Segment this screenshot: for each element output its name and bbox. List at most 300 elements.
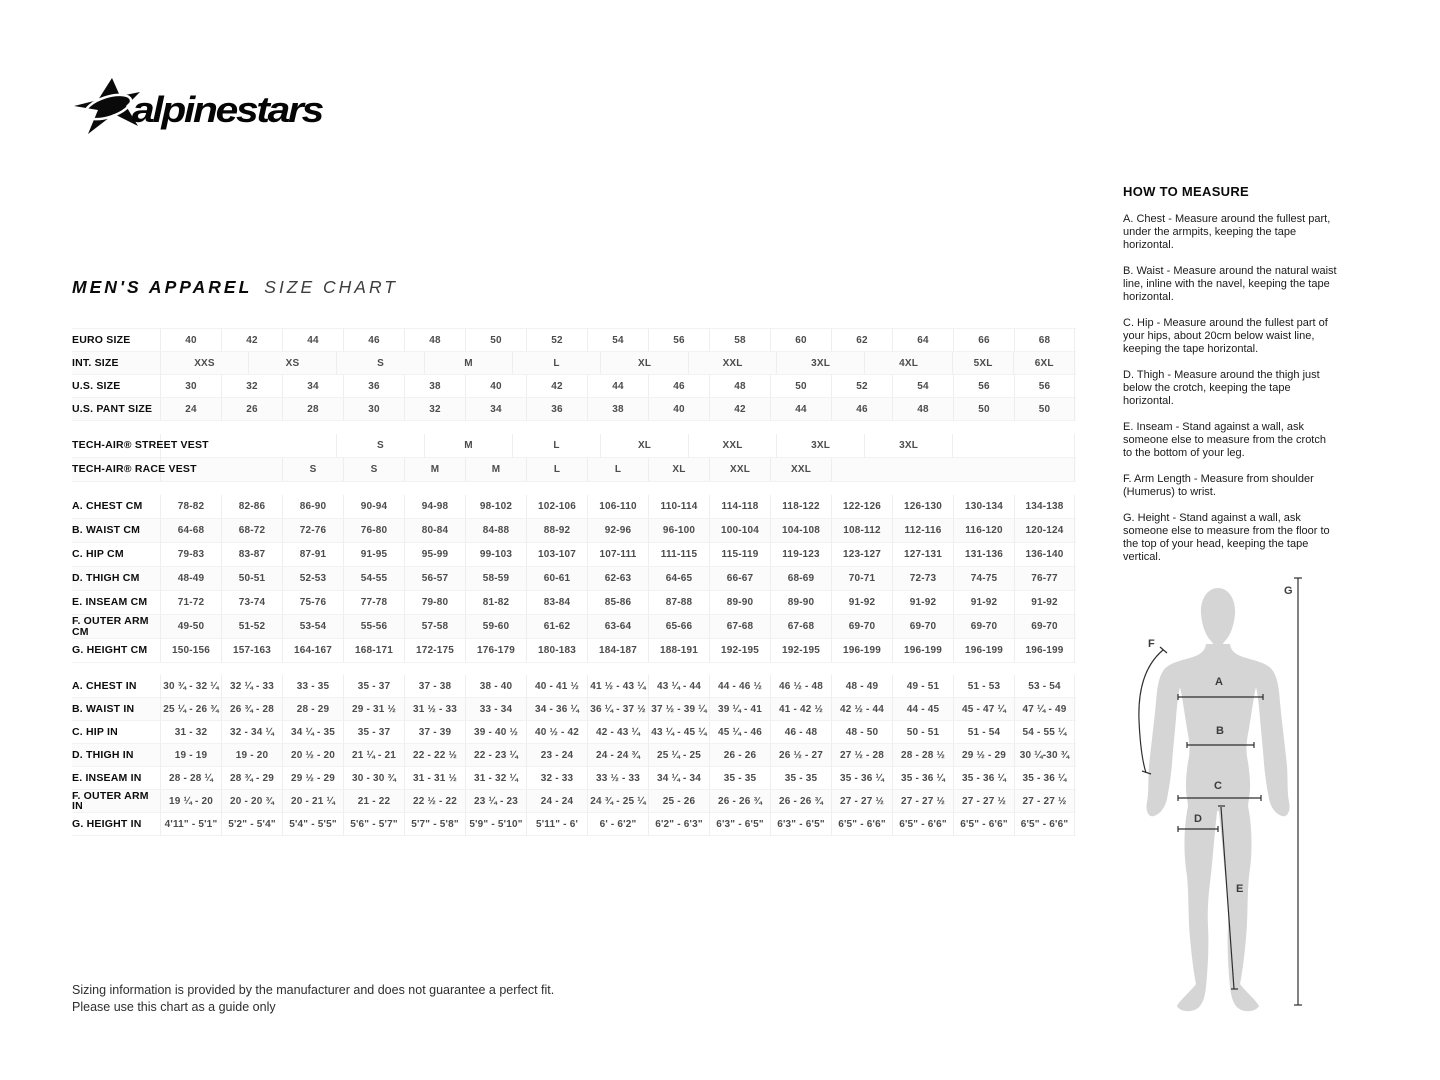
size-cell: 30 ¼-30 ¾ (1014, 744, 1075, 766)
size-cell: 5'4" - 5'5" (282, 813, 343, 835)
size-cell: 35 - 36 ¼ (831, 767, 892, 789)
size-cell: 56 (648, 329, 709, 351)
size-cell: 168-171 (343, 639, 404, 662)
size-cell: 123-127 (831, 543, 892, 566)
size-cell: 100-104 (709, 519, 770, 542)
size-cell: 69-70 (953, 615, 1014, 638)
size-cell: 91-95 (343, 543, 404, 566)
size-cell: 52 (526, 329, 587, 351)
size-cell: 67-68 (709, 615, 770, 638)
table-row-us-size (72, 375, 1076, 398)
size-cell: M (424, 352, 512, 374)
size-cell: 39 - 40 ½ (465, 721, 526, 743)
size-cell: 72-73 (892, 567, 953, 590)
size-cell: 42 (221, 329, 282, 351)
size-cell: L (512, 352, 600, 374)
size-cell: 36 (343, 375, 404, 397)
size-cell: 83-87 (221, 543, 282, 566)
size-cell: 150-156 (160, 639, 221, 662)
size-cell: 40 ½ - 42 (526, 721, 587, 743)
row-label-inseam-cm: E. INSEAM CM (72, 596, 148, 609)
page-title (72, 277, 398, 298)
size-cell: 32 - 33 (526, 767, 587, 789)
row-label-waist-in: B. WAIST IN (72, 702, 135, 715)
size-cell: 31 ½ - 33 (404, 698, 465, 720)
size-cell: 28 ¾ - 29 (221, 767, 282, 789)
size-cell: 20 - 20 ¾ (221, 790, 282, 812)
table-row-waist-cm (72, 519, 1076, 543)
row-label-us-size: U.S. SIZE (72, 379, 121, 392)
how-to-measure-panel (1123, 184, 1337, 577)
size-cell: 5XL (952, 352, 1013, 374)
size-cell: 75-76 (282, 591, 343, 614)
disclaimer-line-1: Sizing information is provided by the manufacturer and does not guarantee a perfect fit. (72, 983, 555, 997)
size-cell: 34 (282, 375, 343, 397)
size-cell: 21 ¼ - 21 (343, 744, 404, 766)
size-cell: 184-187 (587, 639, 648, 662)
size-cell: 19 ¼ - 20 (160, 790, 221, 812)
size-cell: 30 - 30 ¾ (343, 767, 404, 789)
size-cell: 31 - 32 ¼ (465, 767, 526, 789)
size-cell: 85-86 (587, 591, 648, 614)
size-cell: 37 - 39 (404, 721, 465, 743)
measure-guide-item: D. Thigh - Measure around the thigh just below the crotch, keeping the tape horizontal. (1123, 369, 1320, 407)
size-cell: 92-96 (587, 519, 648, 542)
size-cell: 29 ½ - 29 (953, 744, 1014, 766)
size-cell: 44 (282, 329, 343, 351)
size-cell: 192-195 (709, 639, 770, 662)
size-cell: 35 - 36 ¼ (1014, 767, 1075, 789)
measure-guide-item: B. Waist - Measure around the natural waist line, inline with the navel, keeping the tape horizontal. (1123, 265, 1337, 303)
disclaimer (72, 982, 554, 1016)
size-cell: 40 (465, 375, 526, 397)
size-cell: 134-138 (1014, 495, 1075, 518)
size-cell: 136-140 (1014, 543, 1075, 566)
size-cell: 31 - 32 (160, 721, 221, 743)
size-cell: 89-90 (709, 591, 770, 614)
table-spacer (72, 482, 1076, 495)
figure-body (1146, 644, 1220, 1011)
size-cell: 103-107 (526, 543, 587, 566)
size-cell: 24 ¾ - 25 ¼ (587, 790, 648, 812)
size-cell: 52 (831, 375, 892, 397)
size-cell: 46 (831, 398, 892, 420)
size-cell: S (282, 458, 343, 481)
size-cell: 53 - 54 (1014, 675, 1075, 697)
size-cell: 67-68 (770, 615, 831, 638)
table-row-thigh-cm (72, 567, 1076, 591)
size-cell: 69-70 (1014, 615, 1075, 638)
size-cell: 39 ¼ - 41 (709, 698, 770, 720)
size-cell: XXS (160, 352, 248, 374)
size-cell: 63-64 (587, 615, 648, 638)
size-cell: 47 ¼ - 49 (1014, 698, 1075, 720)
size-cell: 176-179 (465, 639, 526, 662)
size-cell: 88-92 (526, 519, 587, 542)
size-cell: 43 ¼ - 44 (648, 675, 709, 697)
size-cell: 5'11" - 6' (526, 813, 587, 835)
size-cell: 46 - 48 (770, 721, 831, 743)
size-cell: 31 - 31 ½ (404, 767, 465, 789)
size-cell: 33 ½ - 33 (587, 767, 648, 789)
size-cell: 111-115 (648, 543, 709, 566)
size-cell: 35 - 36 ¼ (953, 767, 1014, 789)
table-spacer (72, 421, 1076, 434)
measure-guide-item: F. Arm Length - Measure from shoulder (Humerus) to wrist. (1123, 473, 1314, 498)
size-cell: 108-112 (831, 519, 892, 542)
size-cell: 28 - 28 ¼ (160, 767, 221, 789)
figure-label-hip: C (1214, 780, 1222, 792)
size-cell: 40 (160, 329, 221, 351)
size-cell: 56 (953, 375, 1014, 397)
size-cell: 127-131 (892, 543, 953, 566)
size-cell: 46 (343, 329, 404, 351)
size-cell: 120-124 (1014, 519, 1075, 542)
size-cell: 3XL (864, 434, 952, 457)
size-cell: 26 - 26 ¾ (709, 790, 770, 812)
size-cell: 34 ¼ - 34 (648, 767, 709, 789)
size-cell: 48 (892, 398, 953, 420)
size-cell: 23 ¼ - 23 (465, 790, 526, 812)
size-cell: 69-70 (831, 615, 892, 638)
astar-icon (74, 78, 140, 134)
size-cell: 26 - 26 (709, 744, 770, 766)
size-cell: 89-90 (770, 591, 831, 614)
size-cell: 48-49 (160, 567, 221, 590)
measure-guide-item: G. Height - Stand against a wall, ask someone else to measure from the floor to the top of your head, keeping the tape vertical. (1123, 512, 1330, 563)
figure-head (1201, 588, 1235, 647)
size-cell: S (343, 458, 404, 481)
size-cell: 33 - 35 (282, 675, 343, 697)
size-cell: 6'5" - 6'6" (892, 813, 953, 835)
size-cell: 102-106 (526, 495, 587, 518)
size-cell: M (424, 434, 512, 457)
table-spacer (72, 663, 1076, 675)
size-cell: 196-199 (892, 639, 953, 662)
size-cell: 60 (770, 329, 831, 351)
size-cell: 50 (953, 398, 1014, 420)
size-cell: 64-65 (648, 567, 709, 590)
size-cell: 94-98 (404, 495, 465, 518)
size-cell: 79-83 (160, 543, 221, 566)
size-cell: 60-61 (526, 567, 587, 590)
size-cell: XXL (770, 458, 831, 481)
how-to-measure-heading: HOW TO MEASURE (1123, 184, 1250, 199)
size-cell: 37 ½ - 39 ¼ (648, 698, 709, 720)
size-cell: 42 - 43 ¼ (587, 721, 648, 743)
size-cell: 54 (892, 375, 953, 397)
row-label-inseam-in: E. INSEAM IN (72, 771, 142, 784)
size-cell: 6'3" - 6'5" (770, 813, 831, 835)
size-cell: 46 ½ - 48 (770, 675, 831, 697)
row-label-chest-cm: A. CHEST CM (72, 500, 143, 513)
size-cell: 87-91 (282, 543, 343, 566)
size-cell: 95-99 (404, 543, 465, 566)
table-row-euro-size (72, 329, 1076, 352)
size-cell: XXL (688, 352, 776, 374)
row-label-height-cm: G. HEIGHT CM (72, 644, 148, 657)
size-cell: 35 - 36 ¼ (892, 767, 953, 789)
table-row-height-cm (72, 639, 1076, 663)
row-label-outer-arm-cm: F. OUTER ARM CM (72, 615, 149, 638)
size-cell: 51 - 53 (953, 675, 1014, 697)
size-cell: 27 - 27 ½ (892, 790, 953, 812)
table-row-tech-air-race-vest (72, 458, 1076, 482)
size-cell: 76-77 (1014, 567, 1075, 590)
size-cell: 44 - 46 ½ (709, 675, 770, 697)
size-cell: 55-56 (343, 615, 404, 638)
size-cell: 79-80 (404, 591, 465, 614)
table-row-inseam-in (72, 767, 1076, 790)
size-cell: M (404, 458, 465, 481)
size-cell: 50-51 (221, 567, 282, 590)
size-cell: 68-72 (221, 519, 282, 542)
size-cell: 24 - 24 ¾ (587, 744, 648, 766)
size-cell: 99-103 (465, 543, 526, 566)
size-cell: S (336, 352, 424, 374)
size-cell: 91-92 (953, 591, 1014, 614)
size-cell: 5'9" - 5'10" (465, 813, 526, 835)
measure-guide-items (1123, 213, 1337, 564)
size-cell: XL (600, 434, 688, 457)
size-cell: 48 - 50 (831, 721, 892, 743)
size-cell: 40 (648, 398, 709, 420)
size-cell: 107-111 (587, 543, 648, 566)
size-cell: 61-62 (526, 615, 587, 638)
table-row-height-in (72, 813, 1076, 836)
height-measure-line (1294, 578, 1302, 1005)
size-cell: 50 (465, 329, 526, 351)
size-cell: 66-67 (709, 567, 770, 590)
size-cell: 53-54 (282, 615, 343, 638)
row-label-tech-air-race-vest: TECH-AIR® RACE VEST (72, 463, 197, 476)
size-cell: 188-191 (648, 639, 709, 662)
size-cell: 84-88 (465, 519, 526, 542)
row-label-us-pant-size: U.S. PANT SIZE (72, 402, 153, 415)
size-cell: 26 ½ - 27 (770, 744, 831, 766)
size-cell: 66 (953, 329, 1014, 351)
alpinestars-logo (74, 76, 326, 140)
size-cell: 51 - 54 (953, 721, 1014, 743)
size-cell: 4'11" - 5'1" (160, 813, 221, 835)
size-cell: 27 - 27 ½ (953, 790, 1014, 812)
size-cell: 70-71 (831, 567, 892, 590)
row-label-tech-air-street-vest: TECH-AIR® STREET VEST (72, 439, 209, 452)
size-cell: 6XL (1013, 352, 1075, 374)
size-cell: 5'2" - 5'4" (221, 813, 282, 835)
size-cell: 196-199 (1014, 639, 1075, 662)
size-cell: 54 - 55 ¼ (1014, 721, 1075, 743)
size-cell: 56-57 (404, 567, 465, 590)
size-cell: 50 (770, 375, 831, 397)
size-cell: 42 ½ - 44 (831, 698, 892, 720)
size-cell: 40 - 41 ½ (526, 675, 587, 697)
measure-guide-item: C. Hip - Measure around the fullest part of your hips, about 20cm below waist line, keeping the tape horizontal. (1123, 317, 1328, 355)
size-cell: 6'5" - 6'6" (953, 813, 1014, 835)
size-cell: 46 (648, 375, 709, 397)
size-cell: 192-195 (770, 639, 831, 662)
size-cell: 52-53 (282, 567, 343, 590)
size-cell: 20 ½ - 20 (282, 744, 343, 766)
size-cell: 35 - 37 (343, 721, 404, 743)
size-cell: 37 - 38 (404, 675, 465, 697)
size-cell: 172-175 (404, 639, 465, 662)
size-cell: 91-92 (831, 591, 892, 614)
size-cell: 20 - 21 ¼ (282, 790, 343, 812)
table-row-tech-air-street-vest (72, 434, 1076, 458)
row-label-waist-cm: B. WAIST CM (72, 524, 141, 537)
size-cell: 25 - 26 (648, 790, 709, 812)
size-cell: 86-90 (282, 495, 343, 518)
size-cell: 58 (709, 329, 770, 351)
table-row-chest-in (72, 675, 1076, 698)
size-cell: 42 (526, 375, 587, 397)
size-cell: 112-116 (892, 519, 953, 542)
size-cell: 26 (221, 398, 282, 420)
size-cell: 35 - 37 (343, 675, 404, 697)
size-cell: 56 (1014, 375, 1075, 397)
size-cell: 38 - 40 (465, 675, 526, 697)
size-cell: XXL (709, 458, 770, 481)
size-cell: 45 - 47 ¼ (953, 698, 1014, 720)
size-cell: 25 ¼ - 25 (648, 744, 709, 766)
size-cell: 196-199 (953, 639, 1014, 662)
size-cell: 44 (587, 375, 648, 397)
size-cell: 29 ½ - 29 (282, 767, 343, 789)
size-cell: 54-55 (343, 567, 404, 590)
size-cell: S (336, 434, 424, 457)
size-cell: 6'5" - 6'6" (1014, 813, 1075, 835)
size-cell: 38 (587, 398, 648, 420)
row-label-hip-cm: C. HIP CM (72, 548, 124, 561)
size-cell: 5'6" - 5'7" (343, 813, 404, 835)
disclaimer-line-2: Please use this chart as a guide only (72, 1000, 276, 1014)
size-cell: M (465, 458, 526, 481)
size-cell: 68-69 (770, 567, 831, 590)
size-cell: 34 (465, 398, 526, 420)
size-cell: 32 (221, 375, 282, 397)
size-cell: XS (248, 352, 336, 374)
row-label-hip-in: C. HIP IN (72, 725, 118, 738)
size-cell: 44 (770, 398, 831, 420)
size-cell: 77-78 (343, 591, 404, 614)
size-cell: 28 - 28 ½ (892, 744, 953, 766)
size-cell: 180-183 (526, 639, 587, 662)
size-cell: 3XL (776, 434, 864, 457)
size-cell: 59-60 (465, 615, 526, 638)
size-cell: 73-74 (221, 591, 282, 614)
size-cell: 130-134 (953, 495, 1014, 518)
size-cell: 110-114 (648, 495, 709, 518)
size-cell: 23 - 24 (526, 744, 587, 766)
size-cell: 30 (343, 398, 404, 420)
size-chart-table (72, 328, 1076, 836)
body-measurement-figure (1130, 568, 1440, 1028)
size-cell: 91-92 (892, 591, 953, 614)
size-cell: 48 (709, 375, 770, 397)
size-cell: 3XL (776, 352, 864, 374)
size-cell: 91-92 (1014, 591, 1075, 614)
size-cell: 71-72 (160, 591, 221, 614)
size-cell: 90-94 (343, 495, 404, 518)
table-row-hip-cm (72, 543, 1076, 567)
size-cell: 27 - 27 ½ (831, 790, 892, 812)
size-cell: 26 ¾ - 28 (221, 698, 282, 720)
size-cell: 82-86 (221, 495, 282, 518)
size-cell: L (526, 458, 587, 481)
size-cell: 54 (587, 329, 648, 351)
size-cell: 57-58 (404, 615, 465, 638)
table-row-chest-cm (72, 495, 1076, 519)
size-cell: L (512, 434, 600, 457)
size-cell: 42 (709, 398, 770, 420)
size-cell: 114-118 (709, 495, 770, 518)
figure-label-waist: B (1216, 725, 1224, 737)
size-cell: 22 ½ - 22 (404, 790, 465, 812)
size-cell: 50 - 51 (892, 721, 953, 743)
size-cell: 196-199 (831, 639, 892, 662)
size-cell: 32 (404, 398, 465, 420)
row-label-thigh-cm: D. THIGH CM (72, 572, 140, 585)
size-cell: 65-66 (648, 615, 709, 638)
size-cell: 6'5" - 6'6" (831, 813, 892, 835)
size-cell: 69-70 (892, 615, 953, 638)
row-label-thigh-in: D. THIGH IN (72, 748, 134, 761)
size-cell: 64 (892, 329, 953, 351)
size-cell: 24 - 24 (526, 790, 587, 812)
size-cell: 33 - 34 (465, 698, 526, 720)
size-cell: 48 - 49 (831, 675, 892, 697)
size-cell: 36 ¼ - 37 ½ (587, 698, 648, 720)
size-cell: 22 - 22 ½ (404, 744, 465, 766)
size-cell: 25 ¼ - 26 ¾ (160, 698, 221, 720)
size-cell: 22 - 23 ¼ (465, 744, 526, 766)
size-cell: 98-102 (465, 495, 526, 518)
table-row-waist-in (72, 698, 1076, 721)
size-cell: 58-59 (465, 567, 526, 590)
size-cell: 76-80 (343, 519, 404, 542)
row-label-euro-size: EURO SIZE (72, 333, 131, 346)
figure-label-inseam: E (1236, 883, 1244, 895)
title-sub: SIZE CHART (264, 277, 398, 297)
size-cell: 62-63 (587, 567, 648, 590)
size-cell: XXL (688, 434, 776, 457)
figure-label-chest: A (1215, 676, 1223, 688)
size-cell: XL (600, 352, 688, 374)
size-cell: 116-120 (953, 519, 1014, 542)
size-cell: 74-75 (953, 567, 1014, 590)
size-cell: 4XL (864, 352, 952, 374)
size-cell: 118-122 (770, 495, 831, 518)
size-cell: 62 (831, 329, 892, 351)
size-cell: XL (648, 458, 709, 481)
table-row-outer-arm-cm (72, 615, 1076, 639)
size-cell: 6' - 6'2" (587, 813, 648, 835)
size-cell: 27 - 27 ½ (1014, 790, 1075, 812)
size-cell: 83-84 (526, 591, 587, 614)
size-cell: 19 - 19 (160, 744, 221, 766)
size-cell: 80-84 (404, 519, 465, 542)
size-cell: 38 (404, 375, 465, 397)
size-cell: 24 (160, 398, 221, 420)
size-cell: 96-100 (648, 519, 709, 542)
size-cell (952, 434, 1075, 457)
size-cell: 78-82 (160, 495, 221, 518)
table-row-hip-in (72, 721, 1076, 744)
size-cell: 28 - 29 (282, 698, 343, 720)
size-cell: 49 - 51 (892, 675, 953, 697)
title-main: MEN'S APPAREL (72, 277, 253, 297)
